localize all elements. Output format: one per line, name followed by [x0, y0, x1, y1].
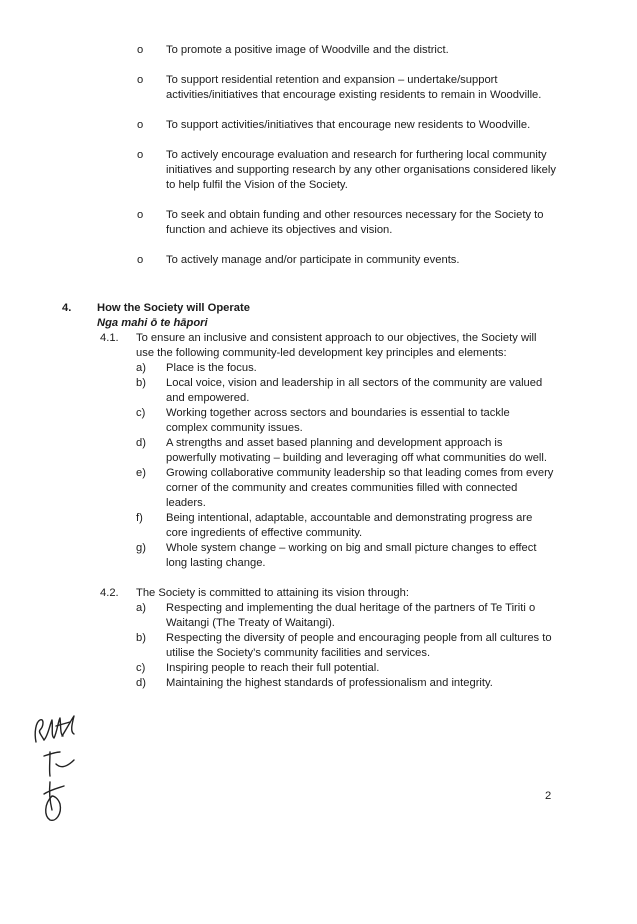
- objective-text: To actively encourage evaluation and research for furthering local community initiatives and supporting research by any other organisations considered likely to help fulfil the Vision of the Society.: [166, 149, 556, 191]
- list-item: [0, 361, 637, 376]
- list-item: [0, 148, 637, 193]
- list-item: [0, 118, 637, 133]
- list-item: [0, 466, 637, 511]
- item-text: Maintaining the highest standards of professionalism and integrity.: [166, 677, 493, 689]
- list-item: [0, 253, 637, 268]
- item-text: Place is the focus.: [166, 362, 257, 374]
- item-letter: c): [136, 407, 146, 419]
- list-item: [0, 541, 637, 571]
- list-item: [0, 676, 637, 691]
- item-text: Respecting and implementing the dual heritage of the partners of Te Tiriti o Waitangi (The Treaty of Waitangi).: [166, 602, 536, 629]
- paragraph-number: 4.1.: [100, 332, 119, 344]
- objective-text: To promote a positive image of Woodville and the district.: [166, 44, 449, 56]
- item-text: Local voice, vision and leadership in all sectors of the community are valued and empowered.: [166, 377, 543, 404]
- item-text: Respecting the diversity of people and encouraging people from all cultures to utilise the Society’s community facilities and services.: [166, 632, 552, 659]
- item-letter: b): [136, 377, 146, 389]
- paragraph-4-1: [0, 331, 637, 361]
- paragraph-number: 4.2.: [100, 587, 119, 599]
- bullet-marker: o: [137, 44, 144, 56]
- objective-text: To actively manage and/or participate in community events.: [166, 254, 460, 266]
- list-item: [0, 43, 637, 58]
- item-letter: a): [136, 362, 146, 374]
- handwritten-initials: [30, 712, 90, 827]
- item-letter: c): [136, 662, 146, 674]
- section-4: [0, 301, 637, 691]
- section-subtitle: Nga mahi ō te hāpori: [97, 317, 208, 329]
- bullet-marker: o: [137, 74, 144, 86]
- commitments-list: [0, 601, 637, 691]
- page-number: 2: [545, 790, 552, 802]
- list-item: [0, 631, 637, 661]
- item-text: Working together across sectors and boundaries is essential to tackle complex community issues.: [166, 407, 510, 434]
- objective-text: To support residential retention and expansion – undertake/support activities/initiatives that encourage existing residents to remain in Woodville.: [166, 74, 542, 101]
- paragraph-4-2: [0, 586, 637, 601]
- item-letter: d): [136, 437, 146, 449]
- objective-text: To support activities/initiatives that encourage new residents to Woodville.: [166, 119, 531, 131]
- item-letter: d): [136, 677, 146, 689]
- list-item: [0, 376, 637, 406]
- list-item: [0, 601, 637, 631]
- bullet-marker: o: [137, 119, 144, 131]
- objective-text: To seek and obtain funding and other resources necessary for the Society to function and achieve its objectives and vision.: [166, 209, 544, 236]
- item-text: Growing collaborative community leadership so that leading comes from every corner of the community and creates communities filled with connected leaders.: [166, 467, 554, 509]
- spacer: [0, 571, 637, 586]
- item-text: A strengths and asset based planning and development approach is powerfully motivating – building and leveraging off what communities do well.: [166, 437, 547, 464]
- item-text: Inspiring people to reach their full potential.: [166, 662, 380, 674]
- principles-list: [0, 361, 637, 571]
- paragraph-text: To ensure an inclusive and consistent approach to our objectives, the Society will use the following community-led development key principles and elements:: [136, 332, 537, 359]
- paragraph-text: The Society is committed to attaining its vision through:: [136, 587, 409, 599]
- section-heading: [0, 301, 637, 316]
- section-title: How the Society will Operate: [97, 302, 250, 314]
- item-text: Being intentional, adaptable, accountable and demonstrating progress are core ingredients of effective community.: [166, 512, 533, 539]
- section-number: 4.: [62, 302, 72, 314]
- item-letter: g): [136, 542, 146, 554]
- item-text: Whole system change – working on big and small picture changes to effect long lasting change.: [166, 542, 537, 569]
- item-letter: a): [136, 602, 146, 614]
- list-item: [0, 661, 637, 676]
- bullet-marker: o: [137, 209, 144, 221]
- bullet-marker: o: [137, 149, 144, 161]
- list-item: [0, 73, 637, 103]
- item-letter: f): [136, 512, 143, 524]
- list-item: [0, 406, 637, 436]
- objectives-list: [0, 43, 637, 283]
- list-item: [0, 511, 637, 541]
- item-letter: e): [136, 467, 146, 479]
- bullet-marker: o: [137, 254, 144, 266]
- list-item: [0, 436, 637, 466]
- item-letter: b): [136, 632, 146, 644]
- list-item: [0, 208, 637, 238]
